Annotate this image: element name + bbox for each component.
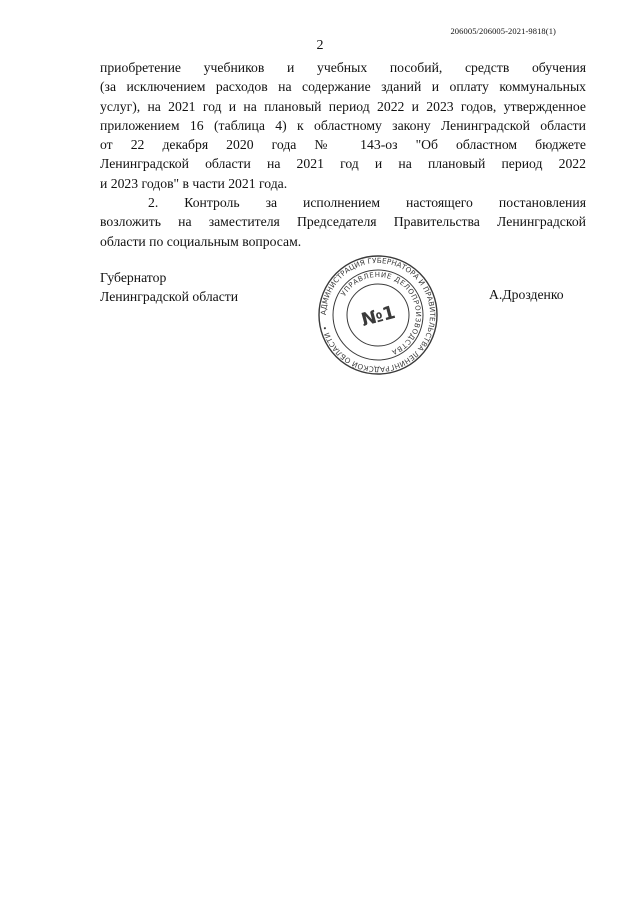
text-line: от 22 декабря 2020 года № 143-оз "Об областном бюджете — [100, 137, 586, 153]
text-line: приобретение учебников и учебных пособий, средств обучения — [100, 60, 586, 75]
paragraph-2-first-line: 2. Контроль за исполнением настоящего постановления — [148, 195, 586, 211]
body-text — [100, 58, 586, 251]
signatory-name: А.Дрозденко — [489, 287, 564, 302]
text-line: услуг), на 2021 год и на плановый период 2022 и 2023 годов, утвержденное — [100, 98, 586, 114]
official-seal — [317, 254, 439, 376]
page-number: 2 — [316, 38, 324, 53]
text-line: возложить на заместителя Председателя Правительства Ленинградской — [100, 214, 586, 230]
signatory-title — [100, 268, 238, 307]
text-line: области по социальным вопросам. — [100, 233, 302, 249]
text-line: (за исключением расходов на содержание зданий и оплату коммунальных — [100, 79, 586, 95]
text-line: Ленинградской области на 2021 год и на плановый период 2022 — [100, 156, 586, 172]
document-id: 206005/206005-2021-9818(1) — [450, 26, 556, 36]
signatory-title-line: Губернатор — [100, 270, 167, 285]
text-line: приложением 16 (таблица 4) к областному закону Ленинградской области — [100, 117, 586, 133]
text-line: и 2023 годов" в части 2021 года. — [100, 175, 288, 191]
seal-outer-text: АДМИНИСТРАЦИЯ ГУБЕРНАТОРА И ПРАВИТЕЛЬСТВА ЛЕНИНГРАДСКОЙ ОБЛАСТИ • — [318, 255, 438, 375]
signatory-title-line: Ленинградской области — [100, 289, 239, 305]
seal-inner-text: УПРАВЛЕНИЕ ДЕЛОПРОИЗВОДСТВА — [339, 270, 423, 357]
seal-center-text: №1 — [359, 301, 398, 332]
